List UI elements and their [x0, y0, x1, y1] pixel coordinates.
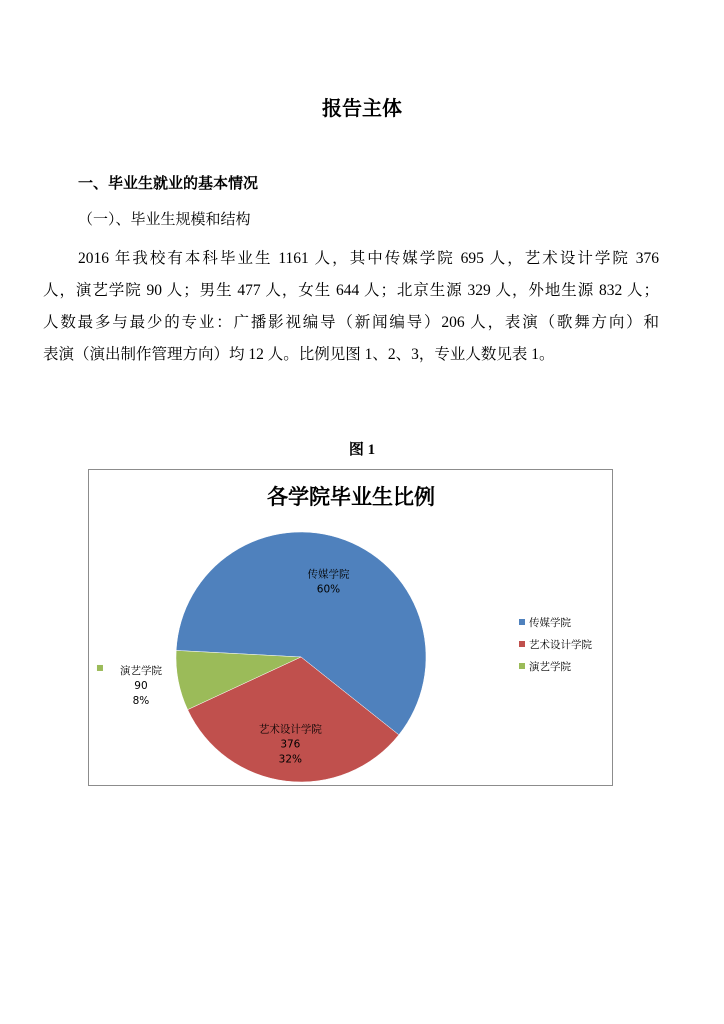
body-paragraph: [43, 243, 659, 371]
legend-swatch: [519, 619, 525, 625]
pie-label-text: 传媒学院: [307, 568, 350, 581]
pie-label-swatch: [97, 665, 103, 671]
pie-label-text: 60%: [316, 583, 341, 596]
pie-label-text: 演艺学院: [119, 664, 162, 677]
legend-swatch: [519, 641, 525, 647]
legend-swatch: [519, 663, 525, 669]
pie-chart: [88, 469, 613, 786]
paragraph-line: 人，演艺学院 90 人；男生 477 人，女生 644 人；北京生源 329 人，外地生源 832 人；: [43, 282, 659, 299]
pie-label-text: 90: [134, 679, 148, 692]
figure-label: 图 1: [348, 442, 376, 458]
paragraph-line: 表演（演出制作管理方向）均 12 人。比例见图 1、2、3，专业人数见表 1。: [43, 346, 555, 363]
subsection-heading: （一）、毕业生规模和结构: [78, 212, 251, 228]
legend-entry: 演艺学院: [529, 661, 571, 673]
pie-label-text: 376: [280, 738, 301, 751]
pie-label-2: [97, 664, 162, 707]
pie-label-text: 8%: [132, 694, 150, 707]
legend-entry: 艺术设计学院: [529, 639, 592, 651]
pie-chart-canvas: [89, 470, 614, 787]
pie-label-text: 32%: [278, 753, 303, 766]
paragraph-line: 人数最多与最少的专业：广播影视编导（新闻编导）206 人，表演（歌舞方向）和: [43, 314, 659, 331]
section-heading: 一、毕业生就业的基本情况: [78, 174, 259, 192]
chart-title: 各学院毕业生比例: [267, 485, 435, 509]
paragraph-line: 2016 年我校有本科毕业生 1161 人，其中传媒学院 695 人，艺术设计学院 376: [78, 250, 659, 267]
legend-entry: 传媒学院: [529, 617, 571, 629]
pie-label-text: 艺术设计学院: [258, 723, 322, 736]
page-title: 报告主体: [322, 96, 402, 120]
